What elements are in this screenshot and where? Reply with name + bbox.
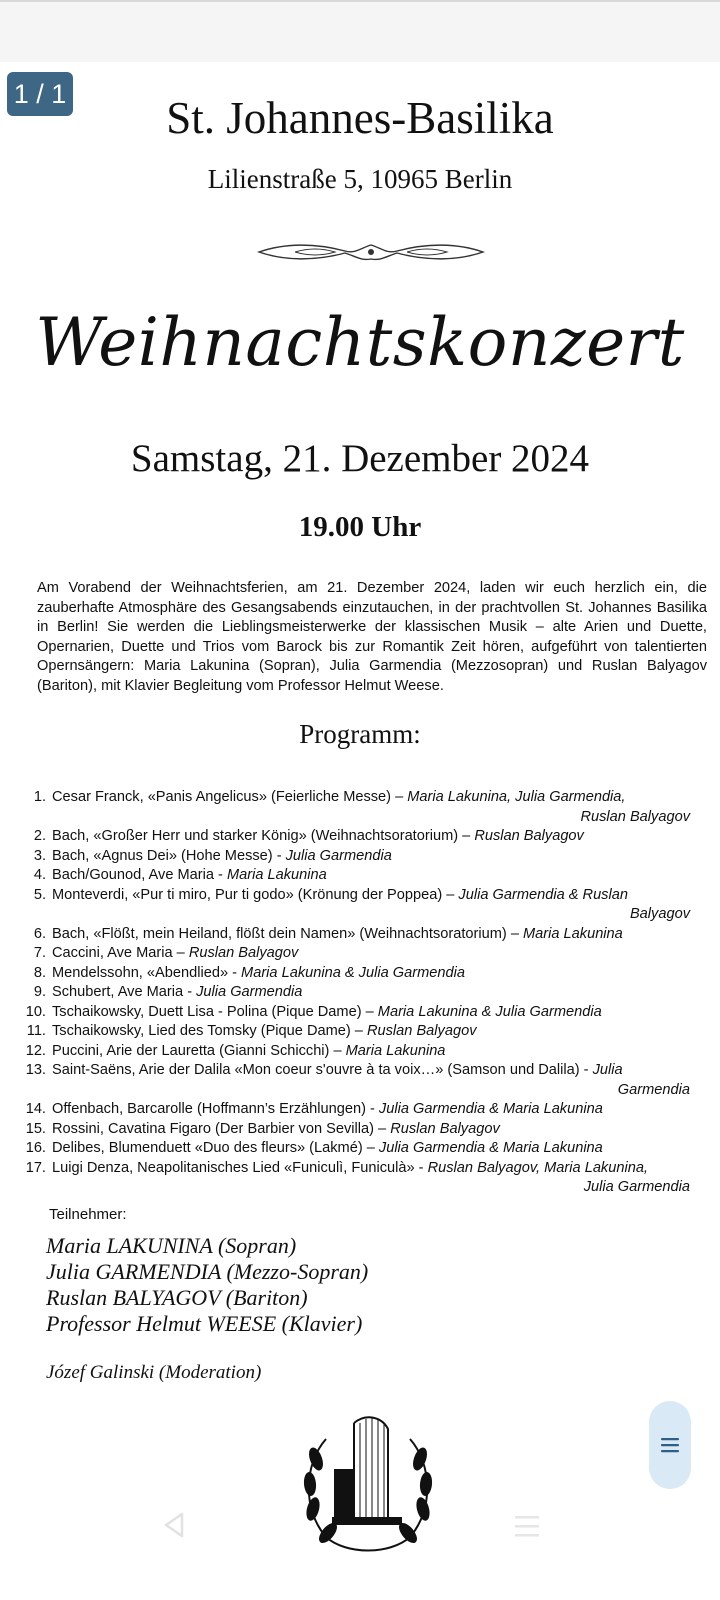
program-item-performers: Julia Garmendia [196, 984, 303, 1000]
program-item-work: Cesar Franck, «Panis Angelicus» (Feierliche Messe) – [52, 789, 408, 805]
program-item-performers: Maria Lakunina [523, 925, 623, 942]
program-item-performers: Julia Garmendia & Maria Lakunina [378, 1101, 603, 1117]
program-item-number: 3. [33, 847, 46, 864]
program-item-text [46, 1022, 690, 1042]
program-item-number: 1. [33, 789, 46, 805]
program-item-number: 17. [25, 1159, 46, 1176]
program-item-number: 5. [33, 886, 46, 903]
program-item-text [46, 1159, 690, 1198]
program-item-performers: Maria Lakunina [345, 1042, 446, 1059]
program-item-number: 8. [33, 964, 46, 981]
program-list [10, 788, 690, 1198]
concert-time: 19.00 Uhr [298, 511, 422, 543]
concert-title: Weihnachtskonzert [35, 304, 685, 381]
program-item-text [46, 866, 690, 886]
program-item-work: Tschaikowsky, Duett Lisa - Polina (Pique Dame) – [52, 1003, 378, 1020]
program-item-number: 2. [33, 828, 46, 844]
program-item-work: Bach, «Großer Herr und starker König» (Weihnachtsoratorium) – [52, 828, 475, 844]
program-heading: Programm: [299, 719, 421, 749]
program-item [10, 886, 690, 925]
program-item [10, 1042, 690, 1062]
program-item-text [46, 1100, 690, 1120]
participants-label: Teilnehmer: [49, 1206, 127, 1223]
program-item-performers-cont: Julia Garmendia [583, 1179, 690, 1195]
church-address: Lilienstraße 5, 10965 Berlin [207, 164, 513, 194]
program-item-work: Bach, «Agnus Dei» (Hohe Messe) - [52, 847, 286, 864]
participant: Ruslan BALYAGOV (Bariton) [46, 1285, 308, 1310]
program-item-performers: Ruslan Balyagov, Maria Lakunina, [427, 1159, 648, 1176]
page-indicator: 1 / 1 [7, 72, 73, 116]
intro-paragraph: Am Vorabend der Weihnachtsferien, am 21. Dezember 2024, laden wir euch herzlich ein, die zauberhafte Atmosphäre des Gesangsabends einzutauchen, in der prachtvollen St. Johannes Basilika in Berlin! Sie werden die Lieblingsmeisterwerke der klassischen Musik – alte Arien und Duette, Opernarien, Duette und Trios vom Barock bis zur Romantik Zeit hören, aufgeführt von talentierten Opernsängern: Maria Lakunina (Sopran), Julia Garmendia (Mezzosopran) und Ruslan Balyagov (Bariton), mit Klavier Begleitung vom Professor Helmut Weese. [37, 580, 707, 694]
program-item-performers-cont: Balyagov [629, 906, 690, 922]
program-item-text [46, 788, 690, 827]
concert-date: Samstag, 21. Dezember 2024 [130, 437, 590, 480]
ornament-icon [255, 239, 487, 265]
program-item-performers: Julia Garmendia & Ruslan [458, 886, 628, 903]
program-item-text [46, 964, 690, 984]
program-item-text [46, 827, 690, 847]
program-item-performers: Julia Garmendia [285, 847, 392, 864]
program-item-performers: Julia Garmendia & Maria Lakunina [378, 1140, 603, 1156]
program-item [10, 866, 690, 886]
program-item [10, 827, 690, 847]
program-item-text [46, 1042, 690, 1062]
program-item-performers: Maria Lakunina, Julia Garmendia, [407, 789, 626, 805]
menu-icon [660, 1435, 680, 1455]
program-item [10, 1061, 690, 1100]
program-item-work: Offenbach, Barcarolle (Hoffmann’s Erzählungen) - [52, 1101, 379, 1117]
program-item-work: Tschaikowsky, Lied des Tomsky (Pique Dame) – [52, 1023, 367, 1039]
program-item-number: 15. [25, 1120, 46, 1137]
program-item-work: Puccini, Arie der Lauretta (Gianni Schicchi) – [52, 1042, 346, 1059]
viewer-top-bar [0, 0, 720, 62]
participants-list [46, 1233, 368, 1337]
program-item-number: 7. [33, 945, 46, 961]
program-item [10, 1003, 690, 1023]
program-item-number: 11. [26, 1023, 46, 1039]
program-item [10, 847, 690, 867]
program-item [10, 964, 690, 984]
program-item-performers: Ruslan Balyagov [188, 945, 299, 961]
program-item-performers: Ruslan Balyagov [390, 1120, 500, 1137]
program-item-work: Bach, «Flößt, mein Heiland, flößt dein Namen» (Weihnachtsoratorium) – [52, 925, 523, 942]
church-name: St. Johannes-Basilika [166, 93, 554, 143]
program-item-performers-cont: Garmendia [617, 1081, 690, 1098]
program-item-text [46, 1139, 690, 1159]
program-item-performers: Ruslan Balyagov [366, 1023, 477, 1039]
program-item [10, 1100, 690, 1120]
program-item-number: 12. [25, 1042, 46, 1059]
program-item [10, 1120, 690, 1140]
program-item-number: 16. [25, 1140, 46, 1156]
program-item [10, 944, 690, 964]
program-item-number: 14. [25, 1101, 46, 1117]
program-item [10, 925, 690, 945]
program-item-text [46, 1061, 690, 1100]
recents-icon[interactable] [512, 1512, 542, 1540]
program-item-text [46, 925, 690, 945]
program-item [10, 983, 690, 1003]
program-item-number: 4. [33, 867, 46, 883]
program-item-text [46, 847, 690, 867]
program-item [10, 1159, 690, 1198]
program-item-performers: Maria Lakunina [226, 867, 327, 883]
back-icon[interactable] [160, 1510, 188, 1540]
program-item-performers: Julia [592, 1062, 623, 1078]
program-item-work: Saint-Saëns, Arie der Dalila «Mon coeur s'ouvre à ta voix…» (Samson und Dalila) - [52, 1062, 593, 1078]
program-item-work: Luigi Denza, Neapolitanisches Lied «Funiculì, Funiculà» - [52, 1159, 428, 1176]
moderator: Józef Galinski (Moderation) [46, 1362, 262, 1383]
program-item-text [46, 983, 690, 1003]
program-item-text [46, 1120, 690, 1140]
program-item-text [46, 886, 690, 925]
program-item-performers: Ruslan Balyagov [474, 828, 584, 844]
program-item [10, 1139, 690, 1159]
program-item-performers-cont: Ruslan Balyagov [580, 808, 690, 825]
harp-wreath-emblem-icon [296, 1409, 440, 1557]
program-item-number: 6. [33, 925, 46, 942]
menu-button[interactable] [649, 1401, 691, 1489]
program-item-work: Rossini, Cavatina Figaro (Der Barbier von Sevilla) – [52, 1120, 391, 1137]
program-item-performers: Maria Lakunina & Julia Garmendia [241, 964, 465, 981]
program-item-text [46, 944, 690, 964]
program-item-work: Mendelssohn, «Abendlied» - [52, 964, 242, 981]
program-item-work: Delibes, Blumenduett «Duo des fleurs» (Lakmé) – [52, 1140, 379, 1156]
participant: Professor Helmut WEESE (Klavier) [46, 1311, 363, 1336]
program-item-number: 10. [25, 1003, 46, 1020]
program-item-work: Bach/Gounod, Ave Maria - [52, 867, 227, 883]
program-item-number: 13. [25, 1062, 46, 1078]
program-item [10, 1022, 690, 1042]
program-item-work: Caccini, Ave Maria – [52, 945, 189, 961]
participant: Maria LAKUNINA (Sopran) [46, 1233, 297, 1258]
program-item-performers: Maria Lakunina & Julia Garmendia [377, 1003, 602, 1020]
program-item [10, 788, 690, 827]
program-item-number: 9. [33, 984, 46, 1000]
participant: Julia GARMENDIA (Mezzo-Sopran) [46, 1259, 369, 1284]
program-item-work: Schubert, Ave Maria - [52, 984, 197, 1000]
program-item-text [46, 1003, 690, 1023]
program-item-work: Monteverdi, «Pur ti miro, Pur ti godo» (Krönung der Poppea) – [52, 886, 459, 903]
